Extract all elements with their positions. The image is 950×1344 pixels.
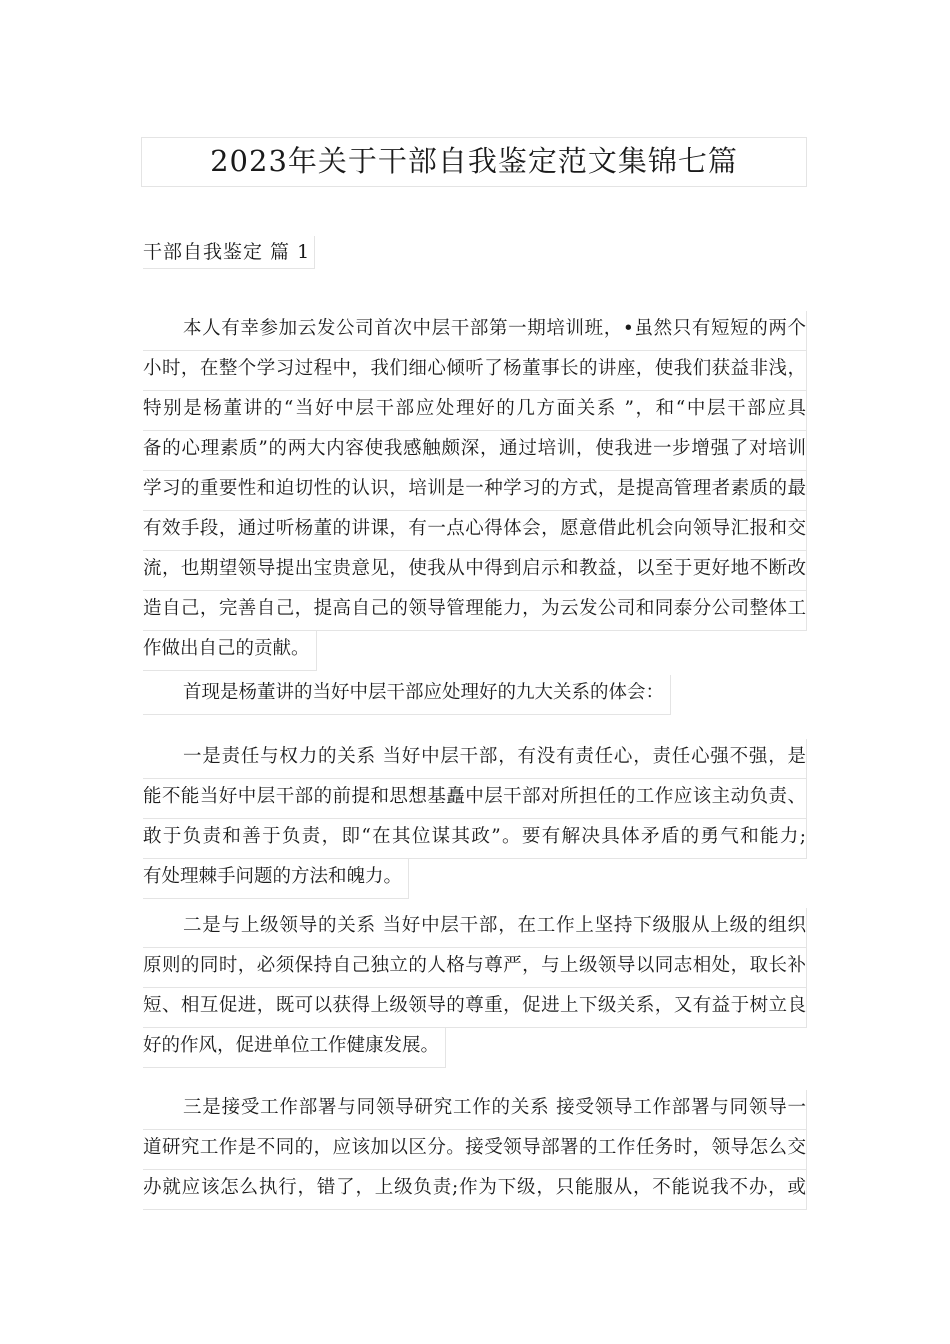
paragraph-line: 办就应该怎么执行，错了，上级负责;作为下级，只能服从，不能说我不办，或 — [143, 1170, 807, 1210]
paragraph-relation-3 — [143, 1090, 807, 1210]
paragraph-line: 备的心理素质”的两大内容使我感触颇深，通过培训，使我进一步增强了对培训 — [143, 431, 807, 471]
paragraph-line: 作做出自己的贡献。 — [143, 631, 317, 671]
paragraph-line: 三是接受工作部署与同领导研究工作的关系 接受领导工作部署与同领导一 — [143, 1090, 807, 1130]
paragraph-relation-2 — [143, 908, 807, 1073]
paragraph-nine-relations — [143, 675, 807, 720]
paragraph-intro — [143, 311, 807, 676]
section-heading: 干部自我鉴定 篇 1 — [143, 236, 315, 269]
paragraph-line: 敢于负责和善于负责，即“在其位谋其政”。要有解决具体矛盾的勇气和能力; — [143, 819, 807, 859]
paragraph-line: 学习的重要性和迫切性的认识，培训是一种学习的方式，是提高管理者素质的最 — [143, 471, 807, 511]
paragraph-line: 好的作风，促进单位工作健康发展。 — [143, 1028, 446, 1068]
paragraph-line: 能不能当好中层干部的前提和思想基矗中层干部对所担任的工作应该主动负责、 — [143, 779, 807, 819]
paragraph-line: 流，也期望领导提出宝贵意见，使我从中得到启示和教益，以至于更好地不断改 — [143, 551, 807, 591]
document-title: 2023年关于干部自我鉴定范文集锦七篇 — [141, 137, 807, 187]
paragraph-line: 本人有幸参加云发公司首次中层干部第一期培训班，•虽然只有短短的两个 — [143, 311, 807, 351]
paragraph-relation-1 — [143, 739, 807, 904]
paragraph-line: 道研究工作是不同的，应该加以区分。接受领导部署的工作任务时，领导怎么交 — [143, 1130, 807, 1170]
paragraph-line: 特别是杨董讲的“当好中层干部应处理好的几方面关系 ”，和“中层干部应具 — [143, 391, 807, 431]
paragraph-line: 原则的同时，必须保持自己独立的人格与尊严，与上级领导以同志相处，取长补 — [143, 948, 807, 988]
paragraph-line: 首现是杨董讲的当好中层干部应处理好的九大关系的体会： — [143, 675, 671, 715]
paragraph-line: 一是责任与权力的关系 当好中层干部，有没有责任心，责任心强不强，是 — [143, 739, 807, 779]
paragraph-line: 有效手段，通过听杨董的讲课，有一点心得体会，愿意借此机会向领导汇报和交 — [143, 511, 807, 551]
paragraph-line: 有处理棘手问题的方法和魄力。 — [143, 859, 409, 899]
paragraph-line: 造自己，完善自己，提高自己的领导管理能力，为云发公司和同泰分公司整体工 — [143, 591, 807, 631]
paragraph-line: 短、相互促进，既可以获得上级领导的尊重，促进上下级关系，又有益于树立良 — [143, 988, 807, 1028]
paragraph-line: 小时，在整个学习过程中，我们细心倾听了杨董事长的讲座，使我们获益非浅， — [143, 351, 807, 391]
paragraph-line: 二是与上级领导的关系 当好中层干部，在工作上坚持下级服从上级的组织 — [143, 908, 807, 948]
